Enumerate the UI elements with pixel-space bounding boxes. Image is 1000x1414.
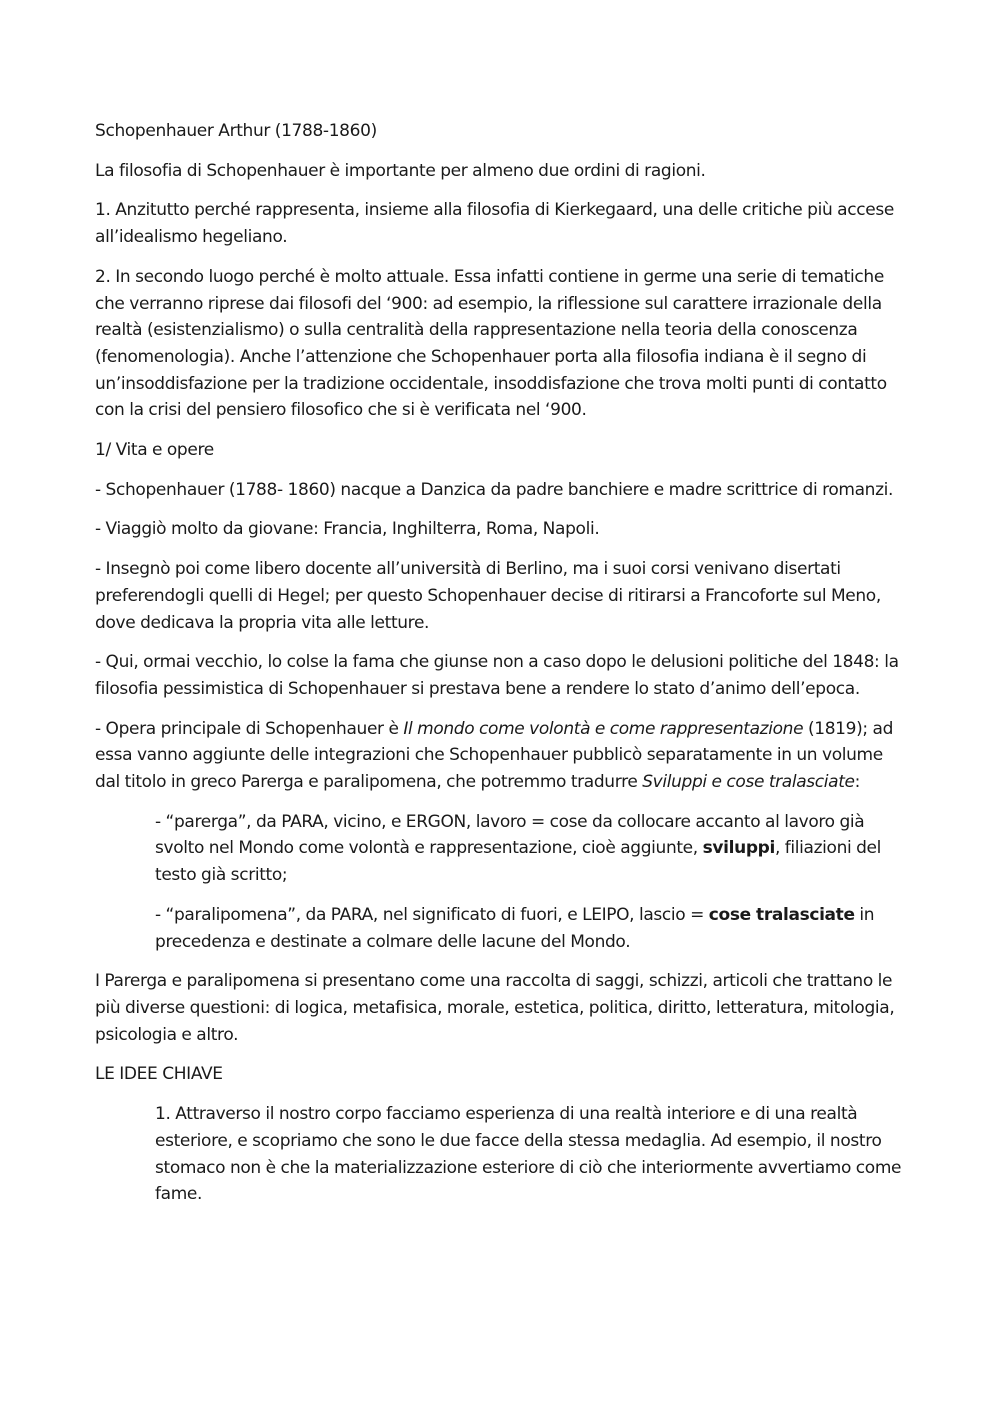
section-heading-vita: 1/ Vita e opere (95, 440, 214, 461)
paralipomena-definition (95, 902, 904, 955)
translation-title: Sviluppi e cose tralasciate (642, 772, 855, 793)
parerga-prefix: - “parerga”, da PARA, vicino, e ERGON, lavoro = cose da collocare accanto al lavoro già svolto nel Mondo come volontà e rappresentazione, cioè aggiunte, (155, 811, 865, 859)
vita-travel-item: - Viaggiò molto da giovane: Francia, Inghilterra, Roma, Napoli. (95, 519, 600, 540)
parerga-bold-term: sviluppi (702, 838, 775, 859)
vita-opera-item (95, 716, 904, 796)
vita-teaching-item: - Insegnò poi come libero docente all’università di Berlino, ma i suoi corsi venivano disertati preferendogli quelli di Hegel; per questo Schopenhauer decise di ritirarsi a Francoforte sul Meno, dove dedicava la propria vita alle letture. (95, 559, 881, 633)
vita-fame-item: - Qui, ormai vecchio, lo colse la fama che giunse non a caso dopo le delusioni politiche del 1848: la filosofia pessimistica di Schopenhauer si prestava bene a rendere lo stato d’animo dell’epoca. (95, 652, 899, 699)
reason-2-paragraph: 2. In secondo luogo perché è molto attuale. Essa infatti contiene in germe una serie di tematiche che verranno riprese dai filosofi del ‘900: ad esempio, la riflessione sul carattere irrazionale della realtà (esistenzialismo) o sulla centralità della rappresentazione nella teoria della conoscenza (fenomenologia). Anche l’attenzione che Schopenhauer porta alla filosofia indiana è il segno di un’insoddisfazione per la tradizione occidentale, insoddisfazione che trova molti punti di contatto con la crisi del pensiero filosofico che si è verificata nel ‘900. (95, 266, 887, 421)
intro-paragraph: La filosofia di Schopenhauer è importante per almeno due ordini di ragioni. (95, 160, 706, 181)
paralipomena-bold-term: cose tralasciate (708, 904, 855, 925)
paralipomena-suffix: in precedenza e destinate a colmare delle lacune del Mondo. (155, 904, 875, 952)
paralipomena-prefix: - “paralipomena”, da PARA, nel significato di fuori, e LEIPO, lascio = (155, 904, 709, 925)
parerga-definition (95, 809, 904, 889)
document-title: Schopenhauer Arthur (1788-1860) (95, 121, 377, 141)
section-heading-idee: LE IDEE CHIAVE (95, 1064, 223, 1085)
reason-1-paragraph: 1. Anzitutto perché rappresenta, insieme alla filosofia di Kierkegaard, una delle critiche più accese all’idealismo hegeliano. (95, 200, 894, 248)
idea-1-item: 1. Attraverso il nostro corpo facciamo esperienza di una realtà interiore e di una realtà esteriore, e scopriamo che sono le due facce della stessa medaglia. Ad esempio, il nostro stomaco non è che la materializzazione esteriore di ciò che interiormente avvertiamo come fame. (155, 1104, 902, 1205)
opera-middle: (1819); ad essa vanno aggiunte delle integrazioni che Schopenhauer pubblicò separatamente in un volume dal titolo in greco Parerga e paralipomena, che potremmo tradurre (95, 718, 894, 793)
opera-prefix: - Opera principale di Schopenhauer è (95, 718, 404, 739)
vita-birth-item: - Schopenhauer (1788- 1860) nacque a Danzica da padre banchiere e madre scrittrice di romanzi. (95, 479, 894, 500)
parerga-suffix: , filiazioni del testo già scritto; (155, 838, 882, 886)
main-work-title: Il mondo come volontà e come rappresentazione (403, 718, 804, 739)
parerga-description: I Parerga e paralipomena si presentano come una raccolta di saggi, schizzi, articoli che trattano le più diverse questioni: di logica, metafisica, morale, estetica, politica, diritto, letteratura, mitologia, psicologia e altro. (95, 971, 895, 1045)
opera-suffix: : (854, 772, 861, 793)
